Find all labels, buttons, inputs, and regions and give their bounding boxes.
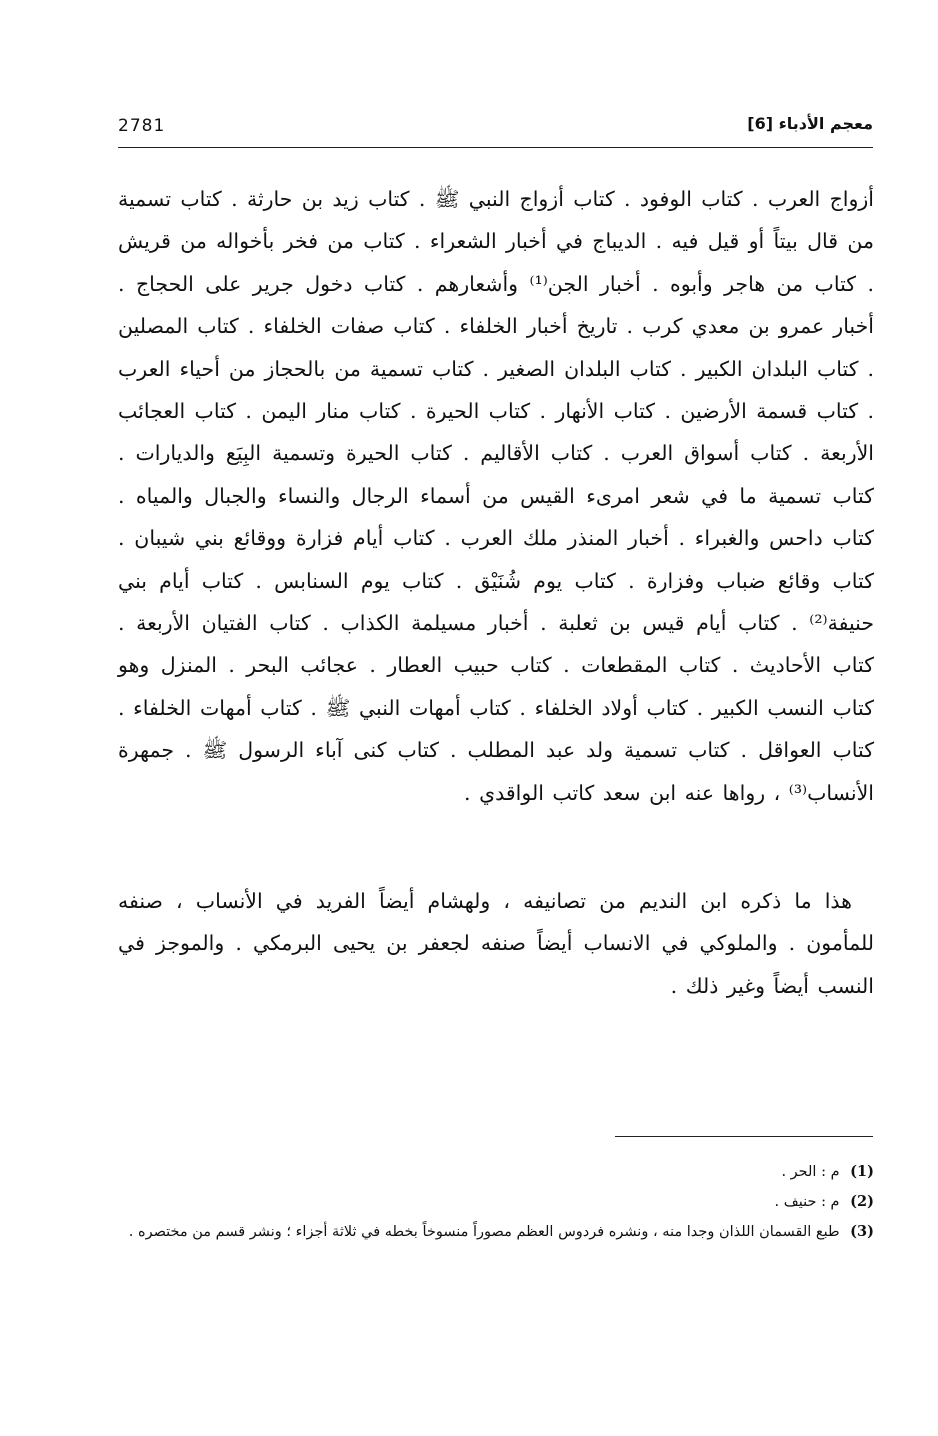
running-title: معجم الأدباء [6] <box>747 114 873 133</box>
summary-paragraph: هذا ما ذكره ابن النديم من تصانيفه ، ولهشام أيضاً الفريد في الأنساب ، صنفه للمأمون . والملوكي في الانساب أيضاً صنفه لجعفر بن يحيى البرمكي . والموجز في النسب أيضاً وغير ذلك . <box>118 889 874 998</box>
page-number: 2781 <box>118 116 166 136</box>
book-list-paragraph: أزواج العرب . كتاب الوفود . كتاب أزواج النبي ﷺ . كتاب زيد بن حارثة . كتاب تسمية من قال بيتاً أو قيل فيه . الديباج في أخبار الشعراء . كتاب من فخر بأخواله من قريش . كتاب من هاجر وأبوه . أخبار الجن⁽¹⁾ وأشعارهم . كتاب دخول جرير على الحجاج . أخبار عمرو بن معدي كرب . تاريخ أخبار الخلفاء . كتاب صفات الخلفاء . كتاب المصلين . كتاب البلدان الكبير . كتاب البلدان الصغير . كتاب تسمية من بالحجاز من أحياء العرب . كتاب قسمة الأرضين . كتاب الأنهار . كتاب الحيرة . كتاب منار اليمن . كتاب العجائب الأربعة . كتاب أسواق العرب . كتاب الأقاليم . كتاب الحيرة وتسمية البِيَع والديارات . كتاب تسمية ما في شعر امرىء القيس من أسماء الرجال والنساء والجبال والمياه . كتاب داحس والغبراء . أخبار المنذر ملك العرب . كتاب أيام فزارة ووقائع بني شيبان . كتاب وقائع ضباب وفزارة . كتاب يوم شُنَيْق . كتاب يوم السنابس . كتاب أيام بني حنيفة⁽²⁾ . كتاب أيام قيس بن ثعلبة . أخبار مسيلمة الكذاب . كتاب الفتيان الأربعة . كتاب الأحاديث . كتاب المقطعات . كتاب حبيب العطار . عجائب البحر . المنزل وهو كتاب النسب الكبير . كتاب أولاد الخلفاء . كتاب أمهات النبي ﷺ . كتاب أمهات الخلفاء . كتاب العواقل . كتاب تسمية ولد عبد المطلب . كتاب كنى آباء الرسول ﷺ . جمهرة الأنساب⁽³⁾ ، رواها عنه ابن سعد كاتب الواقدي . <box>118 187 874 805</box>
footnote-marker: (3) <box>850 1223 874 1240</box>
footnotes <box>118 1158 874 1248</box>
footnote-item <box>118 1158 874 1186</box>
page-header <box>118 112 873 142</box>
header-divider <box>118 147 873 148</box>
second-text-block <box>118 880 874 1007</box>
footnote-text: طبع القسمان اللذان وجدا منه ، ونشره فردوس العظم مصوراً منسوخاً بخطه في ثلاثة أجزاء ؛ ونشر قسم من مختصره . <box>128 1224 840 1240</box>
footnote-text: م : حنيف . <box>774 1194 840 1210</box>
footnote-item <box>118 1188 874 1216</box>
footnote-divider <box>615 1136 873 1137</box>
main-text-block <box>118 178 874 814</box>
footnote-marker: (1) <box>850 1163 874 1180</box>
footnote-marker: (2) <box>850 1193 874 1210</box>
footnote-item <box>118 1218 874 1246</box>
footnote-text: م : الحر . <box>781 1164 840 1180</box>
